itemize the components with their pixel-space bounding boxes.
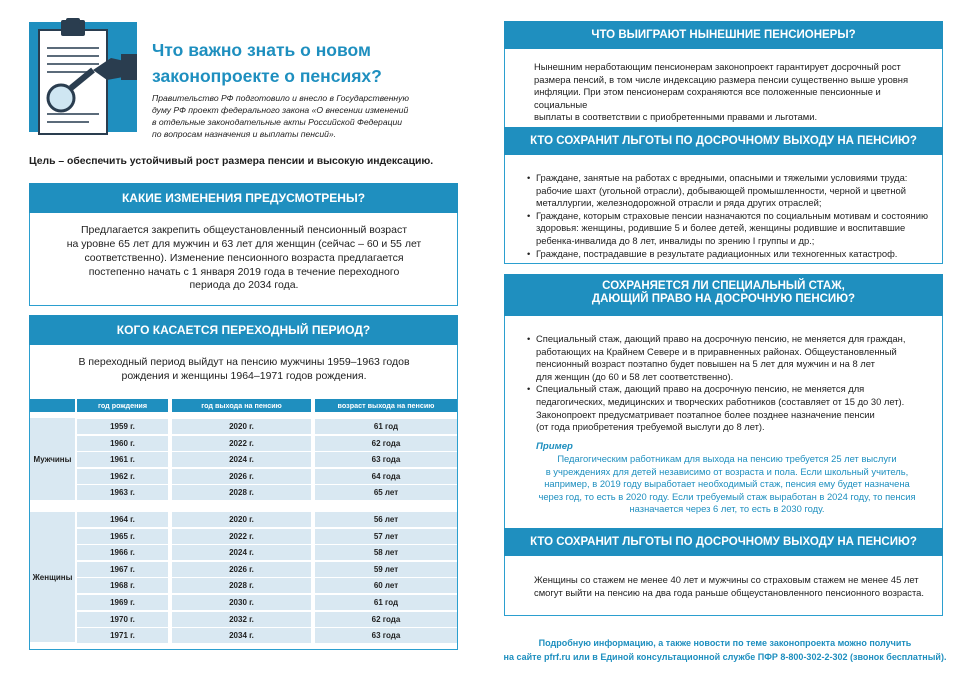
transition-heading: КОГО КАСАЕТСЯ ПЕРЕХОДНЫЙ ПЕРИОД? — [29, 315, 458, 345]
table-cell-birth: 1959 г. — [77, 419, 168, 434]
table-cell-retire: 2024 г. — [172, 452, 311, 467]
footer-text: Подробную информацию, а также новости по теме законопроекта можно получить на сайте pfrf.ru или в Единой консультационной службе ПФР 8-800-302-2-302 (звонок бесплатный). — [503, 638, 947, 662]
men-group-label: Мужчины — [30, 418, 75, 500]
page-title-line-1: Что важно знать о новом — [152, 40, 371, 60]
table-cell-birth: 1967 г. — [77, 562, 168, 577]
table-cell-retire: 2020 г. — [172, 419, 311, 434]
table-cell-age: 63 года — [315, 452, 457, 467]
table-cell-age: 63 года — [315, 628, 457, 643]
list-item: • Граждане, которым страховые пенсии назначаются по социальным мотивам и состоянию здоровья: женщины, родившие 5 и более детей, женщины родившие и воспитавшие ребенка-инвалида до 8 лет, инвалиды по зрению I группы и др.; — [527, 210, 939, 248]
table-cell-age: 56 лет — [315, 512, 457, 527]
table-cell-birth: 1961 г. — [77, 452, 168, 467]
table-cell-birth: 1966 г. — [77, 545, 168, 560]
list-item: • Специальный стаж, дающий право на досрочную пенсию, не меняется для граждан, работающих на Крайнем Севере и в приравненных районах. Общеустановленный пенсионный возраст поэтапно будет повышен на 5 лет для мужчин и на 8 лет для женщин (до 60 и 58 лет соответственно). — [527, 333, 939, 383]
table-header-retire-age: возраст выхода на пенсию — [315, 399, 457, 412]
example-title: Пример — [536, 441, 573, 452]
intro-text: Правительство РФ подготовило и внесло в Государственную думу РФ проект федерального закона «О внесении изменений в отдельные законодательные акты Российской Федерации по вопросам назначения и выплаты пенсий». — [152, 93, 409, 139]
table-cell-age: 57 лет — [315, 529, 457, 544]
table-cell-birth: 1962 г. — [77, 469, 168, 484]
early-heading: КТО СОХРАНИТ ЛЬГОТЫ ПО ДОСРОЧНОМУ ВЫХОДУ НА ПЕНСИЮ? — [504, 127, 943, 155]
table-cell-age: 61 год — [315, 595, 457, 610]
list-item: • Граждане, пострадавшие в результате радиационных или техногенных катастроф. — [527, 248, 939, 261]
pensioners-text: Нынешним неработающим пенсионерам законопроект гарантирует досрочный рост размера пенсий, в том числе индексацию размера пенсии существенно выше уровня инфляции. При этом пенсионерам сохраняются все положенные пенсионные и социальные выплаты в соответствии с приобретенными правами и льготами. — [534, 61, 909, 123]
table-cell-age: 59 лет — [315, 562, 457, 577]
table-cell-age: 58 лет — [315, 545, 457, 560]
women-group-label: Женщины — [30, 512, 75, 642]
page-title-line-2: законопроекте о пенсиях? — [152, 66, 382, 86]
table-cell-age: 65 лет — [315, 485, 457, 500]
table-cell-birth: 1965 г. — [77, 529, 168, 544]
table-cell-birth: 1963 г. — [77, 485, 168, 500]
pensioners-heading: ЧТО ВЫИГРАЮТ НЫНЕШНИЕ ПЕНСИОНЕРЫ? — [504, 21, 943, 49]
table-cell-birth: 1964 г. — [77, 512, 168, 527]
example-text: Педагогическим работникам для выхода на пенсию требуется 25 лет выслуги в учреждениях для детей независимо от возраста и пола. Если школьный учитель, например, в 2019 году выработает необходимый стаж, пенсия ему будет назначена через год, то есть в 2020 году. Если требуемый стаж выработан в 2024 году, то пенсия назначается через 6 лет, то есть в 2030 году. — [538, 453, 916, 515]
table-cell-age: 60 лет — [315, 578, 457, 593]
table-cell-birth: 1960 г. — [77, 436, 168, 451]
table-cell-retire: 2028 г. — [172, 485, 311, 500]
table-cell-retire: 2026 г. — [172, 562, 311, 577]
list-item: • Граждане, занятые на работах с вредными, опасными и тяжелыми условиями труда: рабочие шахт (угольной отрасли), добывающей промышленности, черной и цветной металлургии, железнодорожной отрасли и ряда других отраслей; — [527, 172, 939, 210]
long-service-text: Женщины со стажем не менее 40 лет и мужчины со страховым стажем не менее 45 лет смогут выйти на пенсию на два года раньше общеустановленного пенсионного возраста. — [534, 574, 924, 598]
table-cell-retire: 2030 г. — [172, 595, 311, 610]
changes-heading: КАКИЕ ИЗМЕНЕНИЯ ПРЕДУСМОТРЕНЫ? — [29, 183, 458, 213]
table-cell-retire: 2026 г. — [172, 469, 311, 484]
table-cell-birth: 1968 г. — [77, 578, 168, 593]
table-header-birth-year: год рождения — [77, 399, 168, 412]
table-cell-age: 62 года — [315, 436, 457, 451]
table-cell-birth: 1971 г. — [77, 628, 168, 643]
table-cell-retire: 2032 г. — [172, 612, 311, 627]
early-list — [527, 172, 939, 260]
special-heading: СОХРАНЯЕТСЯ ЛИ СПЕЦИАЛЬНЫЙ СТАЖ, ДАЮЩИЙ ПРАВО НА ДОСРОЧНУЮ ПЕНСИЮ? — [504, 274, 943, 316]
table-cell-retire: 2024 г. — [172, 545, 311, 560]
table-cell-retire: 2022 г. — [172, 436, 311, 451]
special-list — [527, 333, 939, 434]
list-item: • Специальный стаж, дающий право на досрочную пенсию, не меняется для педагогических, медицинских и творческих работников (составляет от 15 до 30 лет). Законопроект предусматривает поэтапное более позднее назначение пенсии (от года приобретения требуемой выслуги до 8 лет). — [527, 383, 939, 433]
long-service-heading: КТО СОХРАНИТ ЛЬГОТЫ ПО ДОСРОЧНОМУ ВЫХОДУ НА ПЕНСИЮ? — [504, 528, 943, 556]
table-cell-retire: 2020 г. — [172, 512, 311, 527]
table-cell-age: 62 года — [315, 612, 457, 627]
document-illustration — [29, 18, 141, 144]
table-cell-age: 61 год — [315, 419, 457, 434]
changes-text: Предлагается закрепить общеустановленный пенсионный возраст на уровне 65 лет для мужчин и 63 лет для женщин (сейчас – 60 и 55 лет соответственно). Изменение пенсионного возраста предлагается постепенно начать с 1 января 2019 года в течение переходного периода до 2034 года. — [66, 224, 422, 292]
table-cell-birth: 1970 г. — [77, 612, 168, 627]
table-cell-birth: 1969 г. — [77, 595, 168, 610]
clipboard-magnifier-icon — [29, 18, 141, 144]
table-cell-retire: 2034 г. — [172, 628, 311, 643]
table-cell-retire: 2022 г. — [172, 529, 311, 544]
table-cell-age: 64 года — [315, 469, 457, 484]
goal-text: Цель – обеспечить устойчивый рост размера пенсии и высокую индексацию. — [29, 156, 434, 167]
table-cell-retire: 2028 г. — [172, 578, 311, 593]
table-header-empty — [30, 399, 75, 412]
table-header-retire-year: год выхода на пенсию — [172, 399, 311, 412]
transition-text: В переходный период выйдут на пенсию мужчины 1959–1963 годов рождения и женщины 1964–1971 годов рождения. — [78, 356, 410, 382]
